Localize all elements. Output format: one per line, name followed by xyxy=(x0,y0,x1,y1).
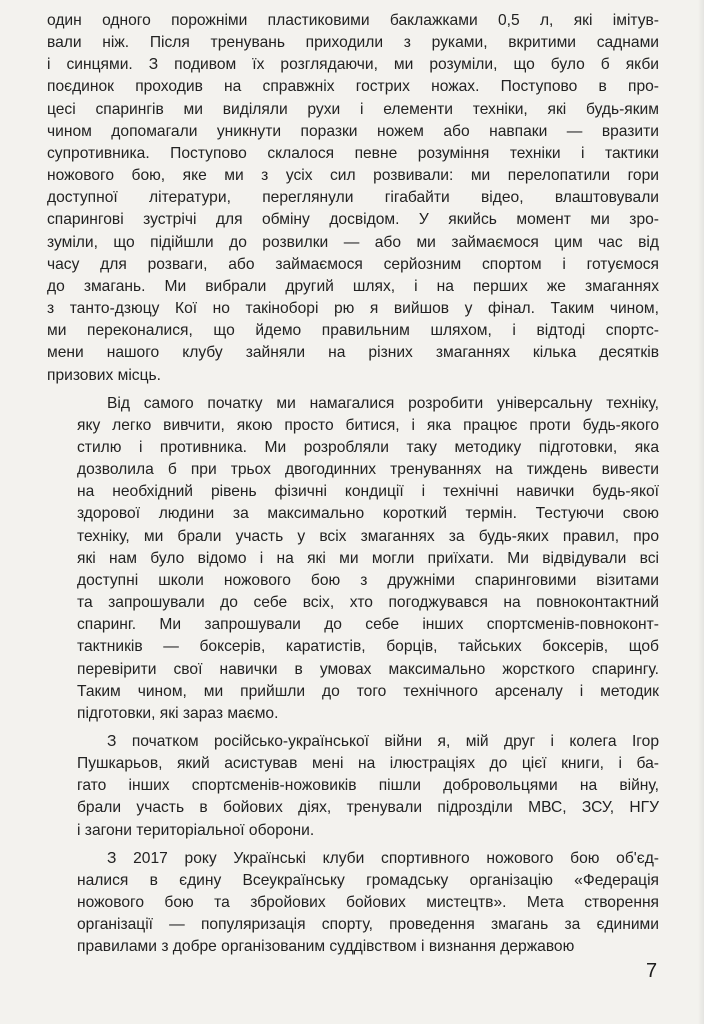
text-line: вали ніж. Після тренувань приходили з руками, вкритими саднами xyxy=(47,34,659,52)
page-number: 7 xyxy=(646,960,658,982)
text-line: підготовки, які зараз маємо. xyxy=(77,704,279,722)
text-line: ножового бою, яке ми з усіх сил розвивали: ми перелопатили гори xyxy=(47,167,659,185)
text-line: правилами з добре організованим суддівством і визнання державою xyxy=(77,938,575,956)
page-body xyxy=(47,10,659,959)
text-line: поєдинок проходив на справжніх гострих ножах. Поступово в про- xyxy=(47,78,659,96)
paragraph xyxy=(47,848,659,959)
text-line: Таким чином, ми прийшли до того технічного арсеналу і методик xyxy=(77,682,659,700)
text-line: З початком російсько-української війни я, мій друг і колега Ігор xyxy=(107,733,659,750)
text-line: організації — популяризація спорту, проведення змагань за єдиними xyxy=(77,916,659,934)
text-line: доступні школи ножового бою з дружніми спаринговими візитами xyxy=(77,571,659,589)
text-line: налися в єдину Всеукраїнську громадську організацію «Федерація xyxy=(77,871,659,889)
text-line: тактників — боксерів, каратистів, борців, тайських боксерів, щоб xyxy=(77,638,659,656)
text-line: з танто-дзюцу Кої но такіноборі рю я вийшов у фінал. Таким чином, xyxy=(47,300,659,318)
text-line: на необхідний рівень фізичні кондиції і технічні навички будь-якої xyxy=(77,483,659,501)
text-line: Від самого початку ми намагалися розробити універсальну техніку, xyxy=(107,394,659,412)
text-line: мени нашого клубу зайняли на різних змаганнях кілька десятків xyxy=(47,344,659,362)
text-line: З 2017 року Українські клуби спортивного ножового бою об'єд- xyxy=(107,849,659,867)
text-line: брали участь в бойових діях, тренували підрозділи МВС, ЗСУ, НГУ xyxy=(77,799,659,817)
paragraph xyxy=(47,393,659,725)
text-line: і синцями. З подивом їх розглядаючи, ми розуміли, що було б якби xyxy=(47,56,659,74)
text-line: ми переконалися, що йдемо правильним шляхом, і відтоді спортс- xyxy=(47,322,659,340)
text-line: чином допомагали уникнути поразки ножем або навпаки — вразити xyxy=(47,122,659,140)
text-line: яку легко вивчити, якою просто битися, і яка працює проти будь-якого xyxy=(77,416,659,434)
paragraph xyxy=(47,10,659,387)
text-line: супротивника. Поступово склалося певне розуміння техніки і тактики xyxy=(47,144,659,162)
text-line: здорової людини за максимально короткий термін. Тестуючи свою xyxy=(77,505,659,523)
text-line: спаринг. Ми запрошували до себе інших спортсменів-повноконт- xyxy=(77,616,659,634)
text-line: та запрошували до себе всіх, хто погоджувався на повноконтактний xyxy=(77,594,659,612)
text-line: один одного порожніми пластиковими баклажками 0,5 л, які імітув- xyxy=(47,12,659,29)
text-line: ножового бою та збройових бойових мистецтв». Мета створення xyxy=(77,894,659,912)
text-line: і загони територіальної оборони. xyxy=(77,821,315,839)
text-line: часу для розваги, або займаємося серйозним спортом і готуємося xyxy=(47,255,659,273)
text-line: призових місць. xyxy=(47,366,161,384)
text-line: зуміли, що підійшли до розвилки — або ми займаємося цим час від xyxy=(47,233,659,251)
text-line: доступної літератури, переглянули гігабайти відео, влаштовували xyxy=(47,189,659,207)
page-edge-shadow xyxy=(698,0,704,1024)
text-line: дозволила б при трьох двогодинних тренуваннях на тиждень вивести xyxy=(77,461,659,479)
text-line: стилю і противника. Ми розробляли таку методику підготовки, яка xyxy=(77,438,659,456)
text-line: які нам було відомо і на які ми могли приїхати. Ми відвідували всі xyxy=(77,549,659,567)
text-line: Пушкарьов, який асистував мені на ілюстраціях до цієї книги, і ба- xyxy=(77,755,659,773)
text-line: техніку, ми брали участь у всіх змаганнях за будь-яких правил, про xyxy=(77,527,659,545)
text-line: спарингові зустрічі для обміну досвідом. У якийсь момент ми зро- xyxy=(47,211,659,229)
text-line: цесі спарингів ми виділяли рухи і елементи техніки, які будь-яким xyxy=(47,100,659,118)
text-line: гато інших спортсменів-ножовиків пішли добровольцями на війну, xyxy=(77,777,659,795)
paragraph xyxy=(47,731,659,842)
text-line: до змагань. Ми вибрали другий шлях, і на перших же змаганнях xyxy=(47,277,659,295)
text-line: перевірити свої навички в умовах максимально жорсткого спарингу. xyxy=(77,660,659,678)
